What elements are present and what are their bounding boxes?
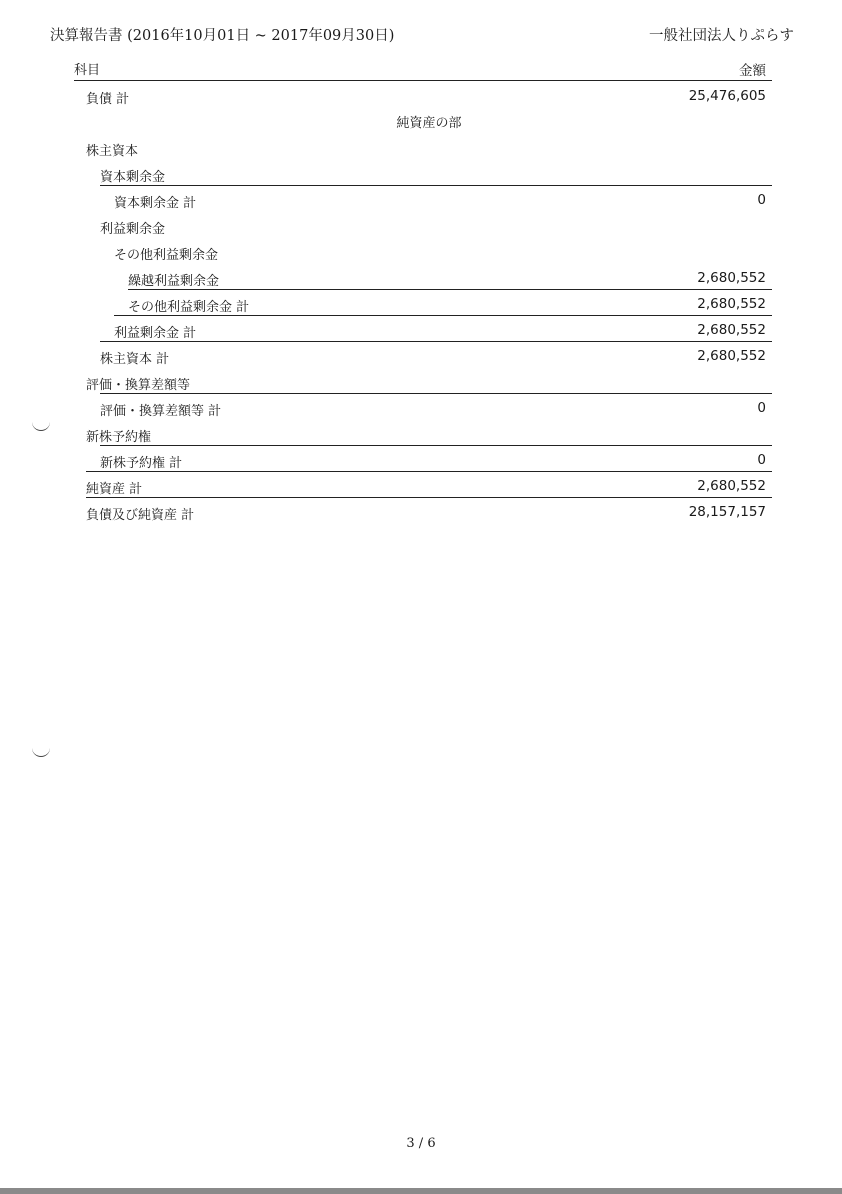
subtotal-rule [100,341,772,342]
row-label: 資本剰余金 計 [114,196,197,211]
row-amount: 0 [757,400,766,416]
row-amount: 25,476,605 [688,88,766,104]
table-row [86,159,772,185]
subtotal-rule [114,315,772,316]
table-row [86,81,772,107]
row-amount: 0 [757,452,766,468]
amount-column-header: 金額 [739,63,766,79]
row-label: その他利益剰余金 [114,248,219,263]
table-row [86,367,772,393]
table-row [86,419,772,445]
row-label: 資本剰余金 [100,170,166,185]
table-row [86,341,772,367]
row-amount: 2,680,552 [697,296,766,312]
row-label: 純資産 計 [86,482,143,497]
total-rule [86,497,772,498]
row-amount: 2,680,552 [697,348,766,364]
table-row [86,263,772,289]
table-row [86,211,772,237]
table-row [86,289,772,315]
table-row [86,237,772,263]
punch-hole-mark [32,748,50,757]
row-label: 評価・換算差額等 [86,378,191,393]
report-title: 決算報告書 (2016年10月01日 ~ 2017年09月30日) [50,28,395,44]
row-label: 株主資本 計 [100,352,170,367]
row-label: 繰越利益剰余金 [128,274,220,289]
row-amount: 2,680,552 [697,270,766,286]
row-amount: 2,680,552 [697,322,766,338]
table-row [86,393,772,419]
row-amount: 2,680,552 [697,478,766,494]
subtotal-rule [100,185,772,186]
balance-sheet-table [74,54,772,523]
section-heading-row [86,107,772,133]
page-bottom-edge [0,1188,842,1194]
row-label: 新株予約権 [86,430,152,445]
row-amount: 0 [757,192,766,208]
subtotal-rule [100,445,772,446]
organization-name: 一般社団法人りぷらす [649,28,794,44]
table-row [86,497,772,523]
row-label: 株主資本 [86,144,139,159]
row-label: 負債 計 [86,92,130,107]
table-row [86,445,772,471]
subject-column-header: 科目 [74,63,101,78]
table-row [86,315,772,341]
section-heading: 純資産の部 [396,116,462,131]
row-label: その他利益剰余金 計 [128,300,250,315]
row-label: 評価・換算差額等 計 [100,404,222,419]
punch-hole-mark [32,422,50,431]
table-row [86,471,772,497]
row-label: 新株予約権 計 [100,456,183,471]
subtotal-rule [128,289,772,290]
table-row [86,185,772,211]
row-amount: 28,157,157 [688,504,766,520]
page-number: 3 / 6 [406,1136,436,1151]
row-label: 利益剰余金 計 [114,326,197,341]
row-label: 利益剰余金 [100,222,166,237]
subtotal-rule [100,393,772,394]
document-header [50,24,794,46]
table-row [86,133,772,159]
table-header-row [74,54,772,81]
subtotal-rule [86,471,772,472]
row-label: 負債及び純資産 計 [86,508,195,523]
